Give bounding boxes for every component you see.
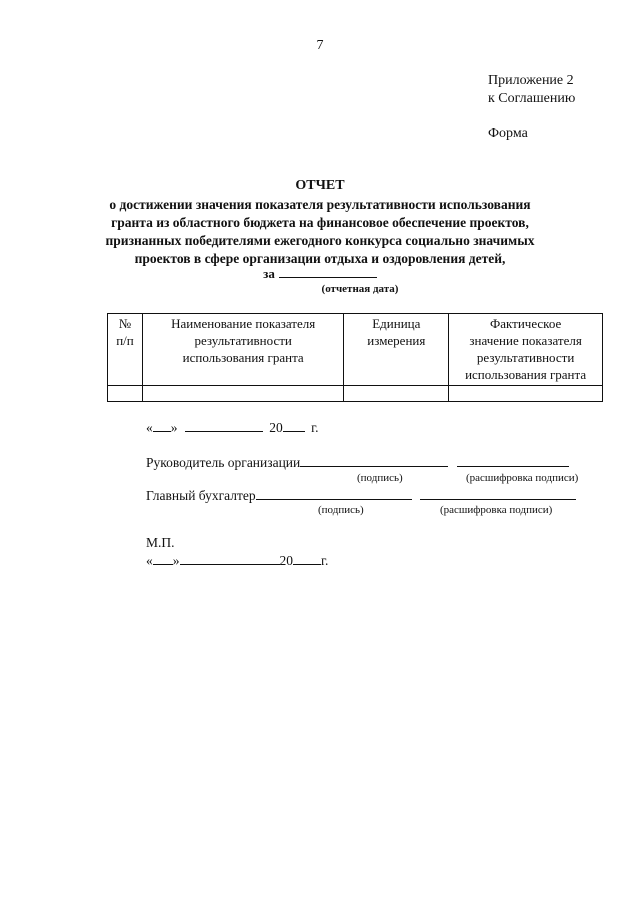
- reporting-date-caption: (отчетная дата): [321, 283, 399, 295]
- head-signature-field[interactable]: [300, 455, 448, 467]
- form-label: Форма: [488, 126, 528, 141]
- indicator-table: [107, 313, 603, 402]
- head-decode-caption: (расшифровка подписи): [466, 472, 579, 484]
- bottom-month-field[interactable]: [180, 553, 280, 565]
- reporting-date-field[interactable]: [279, 266, 377, 278]
- header-indicator-name: Наименование показателя результативности использования гранта: [142, 314, 344, 386]
- table-cell[interactable]: [344, 386, 449, 402]
- accountant-decode-caption: (расшифровка подписи): [440, 504, 553, 516]
- table-cell[interactable]: [449, 386, 603, 402]
- table-row: [108, 386, 603, 402]
- subtitle-line-2: гранта из областного бюджета на финансовое обеспечение проектов,: [111, 215, 529, 230]
- head-decode-field[interactable]: [457, 455, 569, 467]
- header-actual-value: Фактическое значение показателя результативности использования гранта: [449, 314, 603, 386]
- report-title: ОТЧЕТ: [295, 178, 345, 193]
- report-date-row: « » 20 г.: [146, 420, 319, 435]
- bottom-day-field[interactable]: [153, 553, 173, 565]
- annex-note: [488, 72, 575, 108]
- accountant-sign-caption: (подпись): [318, 504, 364, 516]
- accountant-decode-field[interactable]: [420, 488, 576, 500]
- stamp-label: М.П.: [146, 535, 175, 550]
- za-label: за: [263, 266, 275, 281]
- accountant-signature-row: [146, 488, 576, 504]
- month-field[interactable]: [185, 420, 263, 432]
- subtitle-line-4: проектов в сфере организации отдыха и оздоровления детей,: [134, 251, 506, 266]
- bottom-date-row: « » 20 г.: [146, 553, 329, 568]
- year-field[interactable]: [283, 420, 305, 432]
- subtitle-line-3: признанных победителями ежегодного конкурса социально значимых: [105, 233, 535, 248]
- day-field[interactable]: [153, 420, 171, 432]
- subtitle-line-1: о достижении значения показателя результативности использования: [109, 197, 531, 212]
- header-unit: Единица измерения: [344, 314, 449, 386]
- table-cell[interactable]: [142, 386, 344, 402]
- bottom-year-field[interactable]: [293, 553, 321, 565]
- table-header-row: [108, 314, 603, 386]
- page-number: 7: [316, 38, 324, 53]
- reporting-date-line: [0, 266, 640, 282]
- header-number: № п/п: [108, 314, 143, 386]
- head-sign-caption: (подпись): [357, 472, 403, 484]
- table-cell[interactable]: [108, 386, 143, 402]
- accountant-label: Главный бухгалтер: [146, 488, 256, 503]
- head-label: Руководитель организации: [146, 455, 301, 470]
- head-signature-row: [146, 455, 569, 471]
- accountant-signature-field[interactable]: [256, 488, 412, 500]
- report-subtitle: [100, 196, 540, 268]
- annex-line-2: к Соглашению: [488, 91, 576, 106]
- annex-line-1: Приложение 2: [488, 73, 574, 88]
